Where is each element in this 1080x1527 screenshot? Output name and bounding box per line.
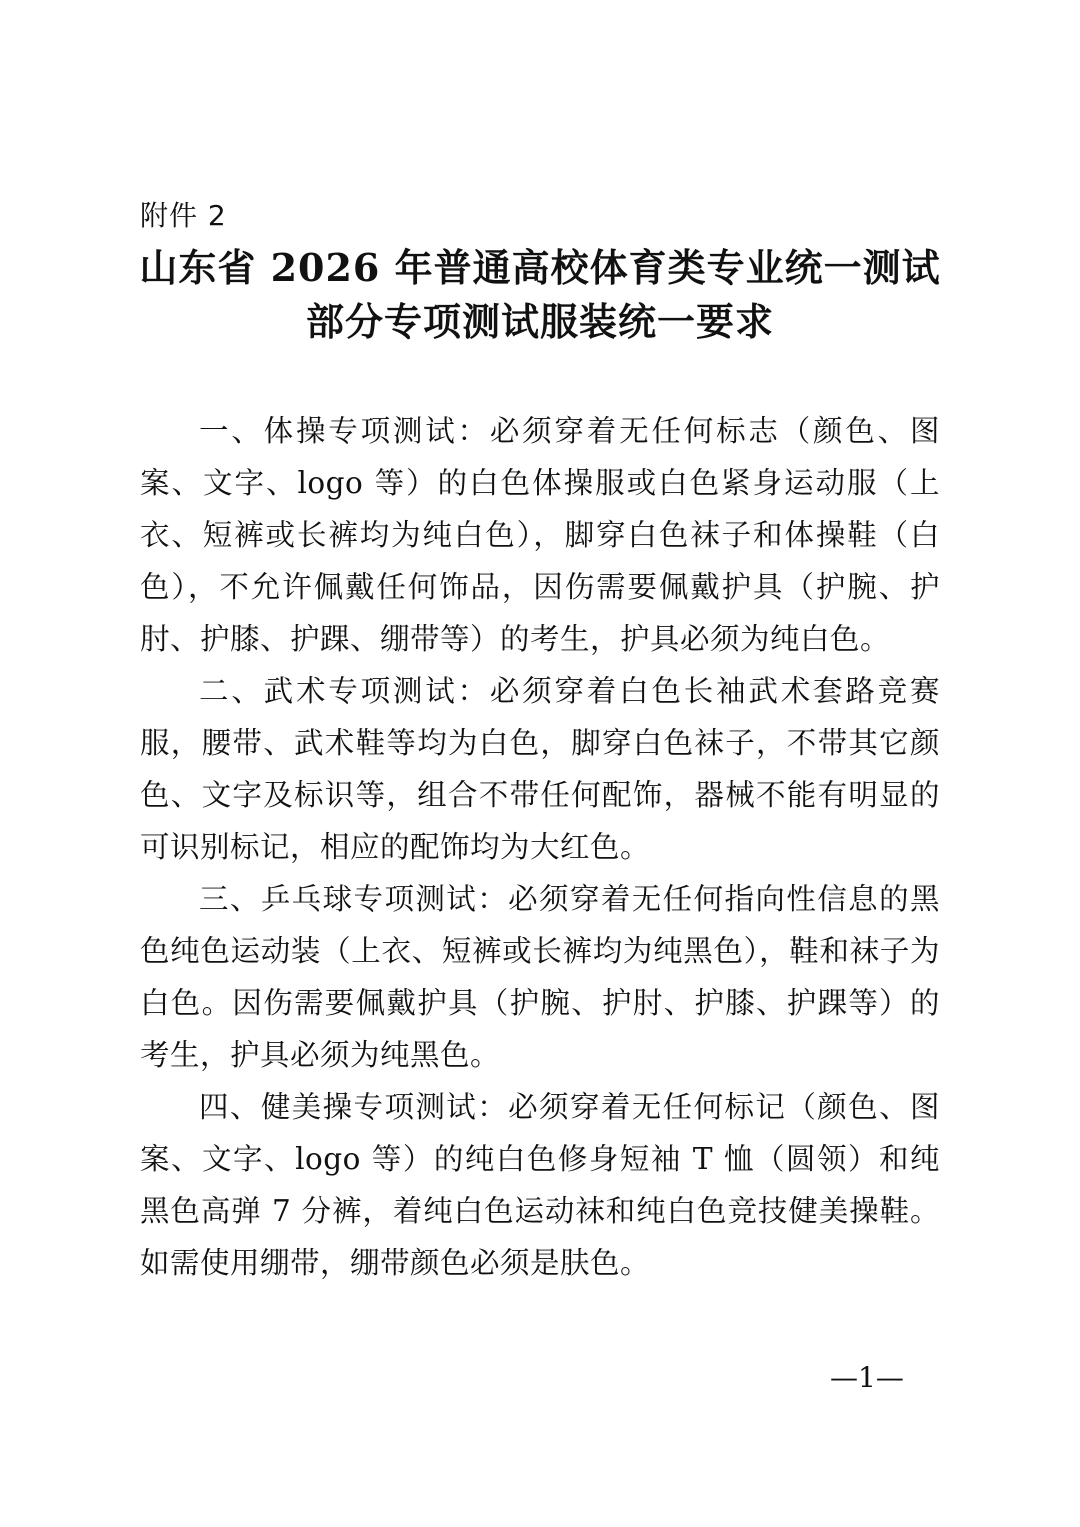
page-number: —1—: [830, 1361, 904, 1394]
document-title-line-2: 部分专项测试服装统一要求: [305, 299, 774, 344]
document-body: [140, 405, 940, 1289]
paragraph-aerobics: 四、健美操专项测试：必须穿着无任何标记（颜色、图案、文字、logo 等）的纯白色修身短袖 T 恤（圆领）和纯黑色高弹 7 分裤，着纯白色运动袜和纯白色竞技健美操鞋。如需使用绷带，绷带颜色必须是肤色。: [140, 1090, 940, 1280]
paragraph-table-tennis: 三、乒乓球专项测试：必须穿着无任何指向性信息的黑色纯色运动装（上衣、短裤或长裤均为纯黑色），鞋和袜子为白色。因伤需要佩戴护具（护腕、护肘、护膝、护踝等）的考生，护具必须为纯黑色。: [140, 882, 940, 1072]
paragraph-gymnastics: 一、体操专项测试：必须穿着无任何标志（颜色、图案、文字、logo 等）的白色体操服或白色紧身运动服（上衣、短裤或长裤均为纯白色），脚穿白色袜子和体操鞋（白色），不允许佩戴任何饰品，因伤需要佩戴护具（护腕、护肘、护膝、护踝、绷带等）的考生，护具必须为纯白色。: [140, 414, 940, 656]
document-title-line-1: 山东省 2026 年普通高校体育类专业统一测试: [139, 245, 941, 290]
attachment-label: 附件 2: [140, 199, 227, 232]
paragraph-wushu: 二、武术专项测试：必须穿着白色长袖武术套路竞赛服，腰带、武术鞋等均为白色，脚穿白色袜子，不带其它颜色、文字及标识等，组合不带任何配饰，器械不能有明显的可识别标记，相应的配饰均为大红色。: [140, 674, 940, 864]
